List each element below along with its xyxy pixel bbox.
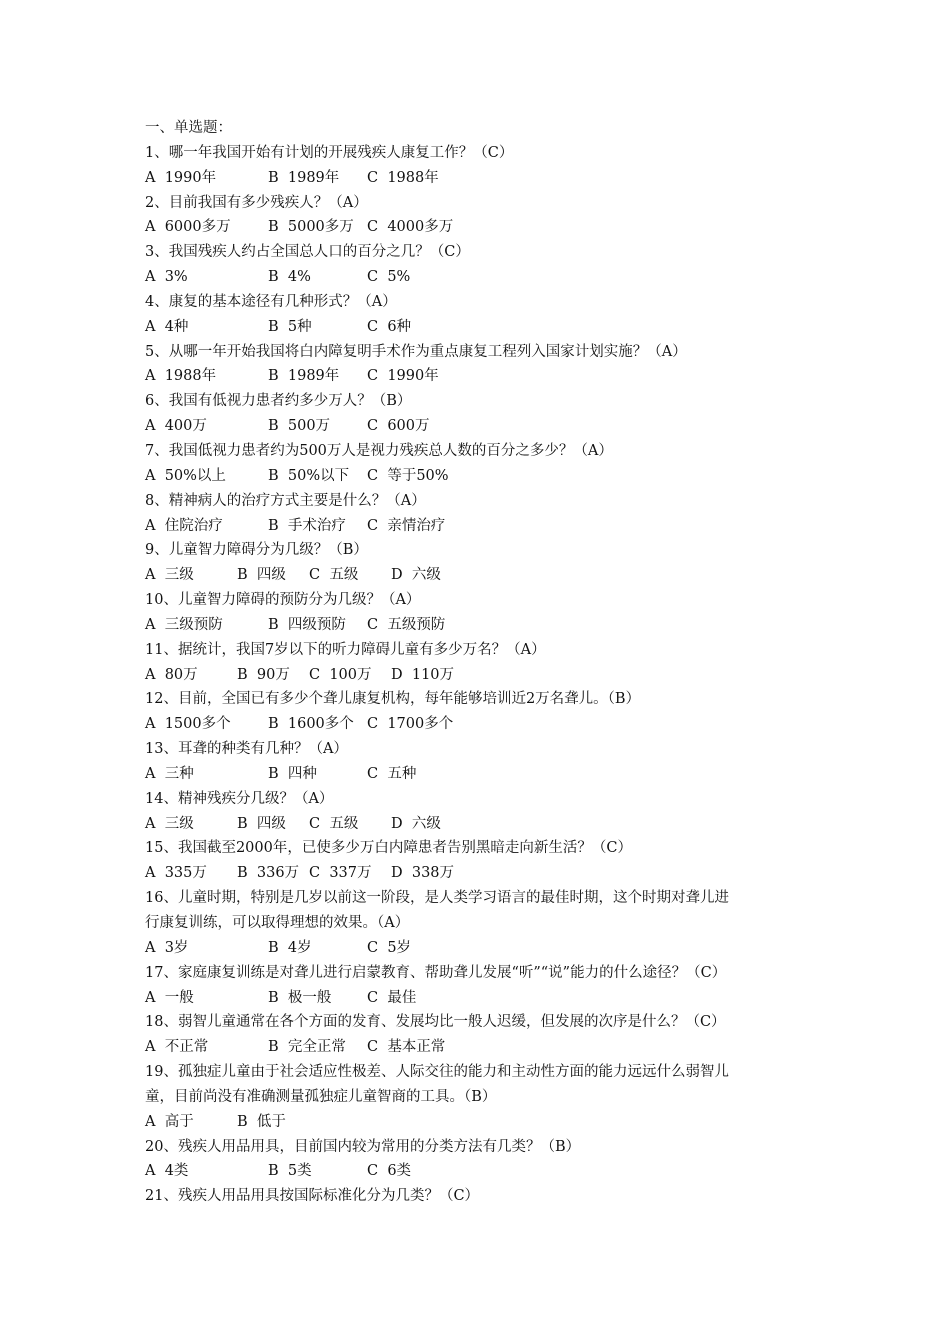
answer-option: B 50%以下 <box>268 467 350 484</box>
question-text: 4、康复的基本途径有几种形式？（A） <box>145 293 397 310</box>
question-text: 2、目前我国有多少残疾人？（A） <box>145 194 368 211</box>
options-row <box>145 265 825 290</box>
answer-option: A 80万 <box>145 666 198 683</box>
answer-option: C 337万 <box>309 865 372 882</box>
answer-option: C 1700多个 <box>367 716 454 733</box>
answer-option: B 四级预防 <box>268 616 346 633</box>
options-row <box>145 166 825 191</box>
answer-option: A 一般 <box>145 989 194 1006</box>
options-row <box>145 414 825 439</box>
answer-option: C 100万 <box>309 666 372 683</box>
answer-option: A 4类 <box>145 1163 189 1180</box>
options-row <box>145 215 825 240</box>
answer-option: C 4000多万 <box>367 219 454 236</box>
options-row <box>145 613 825 638</box>
answer-option: B 336万 <box>237 865 300 882</box>
answer-option: A 400万 <box>145 418 207 435</box>
answer-option: C 6种 <box>367 318 412 335</box>
question-text: 19、孤独症儿童由于社会适应性极差、人际交往的能力和主动性方面的能力远远什么弱智儿 <box>145 1064 729 1081</box>
answer-option: B 完全正常 <box>268 1039 346 1056</box>
answer-option: C 基本正常 <box>367 1039 446 1056</box>
answer-option: A 4种 <box>145 318 189 335</box>
answer-option: B 90万 <box>237 666 290 683</box>
answer-option: C 五级 <box>309 567 359 584</box>
answer-option: D 338万 <box>391 865 455 882</box>
question-text: 17、家庭康复训练是对聋儿进行启蒙教育、帮助聋儿发展“听”“说”能力的什么途径？（C） <box>145 964 727 981</box>
question-text: 6、我国有低视力患者约多少万人？（B） <box>145 393 412 410</box>
question-text-continued: 行康复训练，可以取得理想的效果。（A） <box>145 915 410 931</box>
answer-option: B 4% <box>268 269 311 286</box>
options-row <box>145 1110 825 1135</box>
answer-option: A 三级预防 <box>145 616 223 633</box>
question-text: 15、我国截至2000年，已使多少万白内障患者告别黑暗走向新生活？（C） <box>145 840 632 857</box>
options-row <box>145 812 825 837</box>
question-text-continued: 童，目前尚没有准确测量孤独症儿童智商的工具。（B） <box>145 1088 497 1105</box>
answer-option: A 50%以上 <box>145 467 226 484</box>
answer-option: C 1988年 <box>367 169 439 186</box>
question-text: 8、精神病人的治疗方式主要是什么？（A） <box>145 492 426 509</box>
answer-option: C 5% <box>367 269 411 286</box>
question-text: 21、残疾人用品用具按国际标准化分为几类？（C） <box>145 1188 480 1205</box>
answer-option: A 三级 <box>145 815 194 832</box>
answer-option: A 1988年 <box>145 368 217 385</box>
question-text: 12、目前，全国已有多少个聋儿康复机构，每年能够培训近2万名聋儿。（B） <box>145 691 641 708</box>
answer-option: A 高于 <box>145 1113 194 1130</box>
question-text: 18、弱智儿童通常在各个方面的发育、发展均比一般人迟缓，但发展的次序是什么？（C） <box>145 1014 726 1031</box>
options-row <box>145 762 825 787</box>
options-row <box>145 936 825 961</box>
question-text: 3、我国残疾人约占全国总人口的百分之几？（C） <box>145 244 470 261</box>
answer-option: B 500万 <box>268 418 331 435</box>
answer-option: A 6000多万 <box>145 219 231 236</box>
options-row <box>145 514 825 539</box>
answer-option: B 1600多个 <box>268 716 354 733</box>
answer-option: A 1990年 <box>145 169 217 186</box>
answer-option: A 三种 <box>145 765 194 782</box>
options-row <box>145 364 825 389</box>
answer-option: B 5000多万 <box>268 219 354 236</box>
answer-option: B 四级 <box>237 567 286 584</box>
answer-option: C 600万 <box>367 418 430 435</box>
answer-option: C 五种 <box>367 765 417 782</box>
questions-container <box>145 141 825 1209</box>
options-row <box>145 1035 825 1060</box>
answer-option: D 六级 <box>391 815 441 832</box>
answer-option: B 4岁 <box>268 939 312 956</box>
answer-option: C 6类 <box>367 1163 412 1180</box>
answer-option: B 极一般 <box>268 989 332 1006</box>
answer-option: C 五级预防 <box>367 616 446 633</box>
answer-option: A 3岁 <box>145 939 189 956</box>
question-text: 7、我国低视力患者约为500万人是视力残疾总人数的百分之多少？（A） <box>145 442 613 459</box>
section-title: 一、单选题： <box>145 120 232 136</box>
options-row <box>145 1159 825 1184</box>
answer-option: B 5种 <box>268 318 312 335</box>
options-row <box>145 563 825 588</box>
question-text: 13、耳聋的种类有几种？（A） <box>145 741 348 758</box>
answer-option: A 335万 <box>145 865 207 882</box>
answer-option: D 110万 <box>391 666 455 683</box>
question-text: 16、儿童时期，特别是几岁以前这一阶段，是人类学习语言的最佳时期，这个时期对聋儿进 <box>145 890 729 907</box>
answer-option: B 低于 <box>237 1113 286 1130</box>
answer-option: D 六级 <box>391 567 441 584</box>
question-text: 11、据统计，我国7岁以下的听力障碍儿童有多少万名？（A） <box>145 641 546 658</box>
question-text: 5、从哪一年开始我国将白内障复明手术作为重点康复工程列入国家计划实施？（A） <box>145 343 687 360</box>
answer-option: C 最佳 <box>367 989 417 1006</box>
answer-option: B 手术治疗 <box>268 517 346 534</box>
options-row <box>145 315 825 340</box>
question-text: 9、儿童智力障碍分为几级？（B） <box>145 542 368 559</box>
options-row <box>145 986 825 1011</box>
answer-option: C 等于50% <box>367 467 449 484</box>
question-list <box>145 116 825 1209</box>
answer-option: A 1500多个 <box>145 716 231 733</box>
answer-option: A 住院治疗 <box>145 517 223 534</box>
answer-option: C 5岁 <box>367 939 412 956</box>
answer-option: B 四级 <box>237 815 286 832</box>
question-text: 1、哪一年我国开始有计划的开展残疾人康复工作？（C） <box>145 144 514 161</box>
options-row <box>145 712 825 737</box>
answer-option: C 1990年 <box>367 368 439 385</box>
options-row <box>145 861 825 886</box>
answer-option: A 不正常 <box>145 1039 209 1056</box>
answer-option: B 5类 <box>268 1163 312 1180</box>
answer-option: A 三级 <box>145 567 194 584</box>
answer-option: B 1989年 <box>268 368 340 385</box>
question-text: 10、儿童智力障碍的预防分为几级？（A） <box>145 592 421 609</box>
question-text: 20、残疾人用品用具，目前国内较为常用的分类方法有几类？（B） <box>145 1138 581 1155</box>
options-row <box>145 464 825 489</box>
answer-option: A 3% <box>145 269 188 286</box>
answer-option: C 五级 <box>309 815 359 832</box>
question-text: 14、精神残疾分几级？（A） <box>145 790 334 807</box>
answer-option: C 亲情治疗 <box>367 517 446 534</box>
options-row <box>145 663 825 688</box>
answer-option: B 1989年 <box>268 169 340 186</box>
answer-option: B 四种 <box>268 765 317 782</box>
